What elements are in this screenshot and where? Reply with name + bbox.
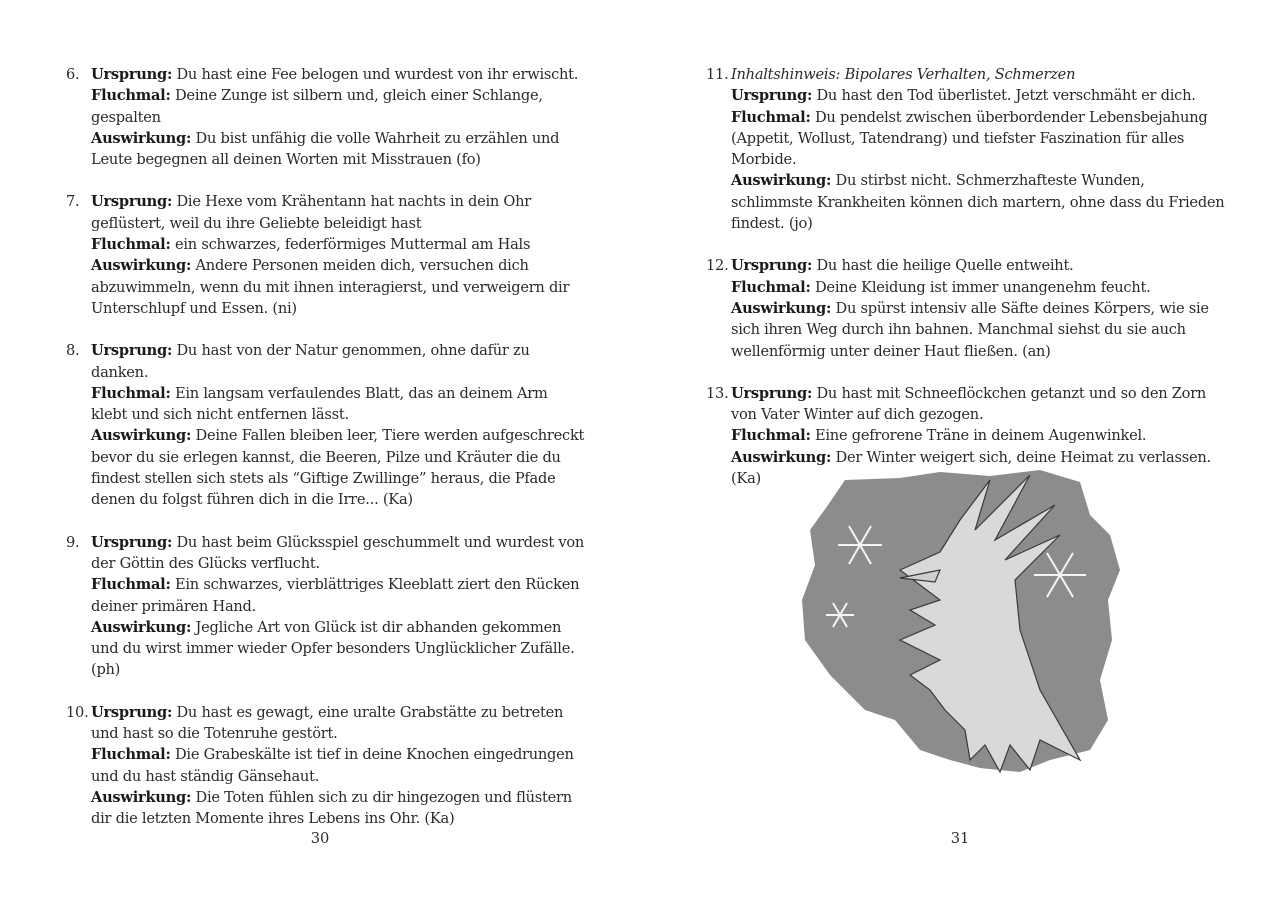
mark-label: Fluchmal: (731, 427, 811, 445)
mark-line (731, 107, 1226, 171)
mark-label: Fluchmal: (91, 746, 171, 764)
entry-number: 6. (66, 66, 80, 83)
mark-line (91, 383, 586, 426)
curse-entry-10 (66, 702, 586, 830)
curse-entry-12 (706, 255, 1226, 361)
effect-label: Auswirkung: (91, 618, 192, 636)
mark-text: Eine gefrorene Träne in deinem Augenwinkel. (814, 427, 1147, 445)
effect-line (91, 255, 586, 319)
entry-number: 12. (706, 257, 729, 275)
origin-label: Ursprung: (91, 703, 173, 721)
effect-label: Auswirkung: (731, 448, 832, 466)
entry-number: 8. (66, 342, 80, 360)
effect-label: Auswirkung: (731, 172, 832, 190)
origin-text: Du hast mit Schneeflöckchen getanzt und so den Zorn von Vater Winter auf dich gezogen. (731, 384, 1207, 424)
entry-number: 9. (66, 533, 80, 551)
mark-label: Fluchmal: (731, 278, 811, 296)
origin-line (731, 383, 1226, 426)
origin-label: Ursprung: (731, 384, 813, 402)
mark-label: Fluchmal: (91, 576, 171, 594)
mark-text: Deine Kleidung ist immer unangenehm feucht. (814, 278, 1151, 296)
curse-entry-6 (66, 64, 586, 170)
effect-text: Jegliche Art von Glück ist dir abhanden gekommen und du wirst immer wieder Opfer besonders Unglücklicher Zufälle. (ph) (91, 618, 575, 679)
effect-text: Du stirbst nicht. Schmerzhafteste Wunden, schlimmste Krankheiten können dich martern, ohne dass du Frieden findest. (jo) (731, 172, 1225, 233)
origin-text: Du hast beim Glücksspiel geschummelt und wurdest von der Göttin des Glücks verflucht. (91, 533, 585, 572)
effect-text: Die Toten fühlen sich zu dir hingezogen und flüstern dir die letzten Momente ihres Lebens ins Ohr. (Ka) (91, 788, 572, 828)
mark-label: Fluchmal: (91, 384, 171, 402)
page-number: 30 (310, 830, 330, 847)
effect-line (731, 170, 1226, 234)
origin-text: Du hast von der Natur genommen, ohne dafür zu danken. (91, 342, 530, 381)
effect-text: Du bist unfähig die volle Wahrheit zu erzählen und Leute begegnen all deinen Worten mit Misstrauen (fo) (91, 129, 560, 169)
origin-text: Du hast den Tod überlistet. Jetzt verschmäht er dich. (816, 87, 1196, 105)
effect-line (91, 617, 586, 681)
origin-label: Ursprung: (91, 66, 173, 83)
curse-entry-7 (66, 191, 586, 319)
right-page (640, 0, 1280, 905)
effect-line (91, 425, 586, 510)
origin-label: Ursprung: (731, 87, 813, 105)
origin-line (731, 255, 1226, 276)
mark-label: Fluchmal: (731, 108, 811, 126)
effect-label: Auswirkung: (91, 257, 192, 275)
curse-list-right (706, 64, 1226, 510)
mark-text: ein schwarzes, federförmiges Muttermal am Hals (174, 236, 531, 254)
origin-label: Ursprung: (91, 193, 173, 211)
curse-entry-11 (706, 64, 1226, 234)
origin-line (91, 191, 586, 234)
origin-line (91, 340, 586, 383)
mark-text: Ein schwarzes, vierblättriges Kleeblatt ziert den Rücken deiner primären Hand. (91, 576, 580, 615)
origin-text: Du hast die heilige Quelle entweiht. (816, 257, 1074, 275)
origin-text: Die Hexe vom Krähentann hat nachts in dein Ohr geflüstert, weil du ihre Geliebte beleidigt hast (91, 193, 532, 232)
origin-label: Ursprung: (731, 257, 813, 275)
mark-text: Du pendelst zwischen überbordender Lebensbejahung (Appetit, Wollust, Tatendrang) und tiefster Faszination für alles Morbide. (731, 108, 1208, 169)
mark-line (91, 85, 586, 128)
effect-line (91, 787, 586, 830)
effect-label: Auswirkung: (91, 427, 192, 445)
origin-line (91, 532, 586, 575)
entry-number: 13. (706, 384, 729, 402)
mark-line (91, 234, 586, 255)
page-number: 31 (950, 830, 970, 847)
effect-label: Auswirkung: (91, 129, 192, 147)
curse-entry-9 (66, 532, 586, 681)
curse-entry-8 (66, 340, 586, 510)
entry-number: 7. (66, 193, 80, 211)
origin-label: Ursprung: (91, 342, 173, 360)
illustration-ice-spirit (790, 460, 1130, 780)
origin-label: Ursprung: (91, 533, 173, 551)
origin-line (91, 702, 586, 745)
mark-text: Ein langsam verfaulendes Blatt, das an deinem Arm klebt und sich nicht entfernen lässt. (91, 384, 548, 424)
mark-line (731, 425, 1226, 446)
effect-line (91, 128, 586, 171)
entry-number: 10. (66, 703, 89, 721)
content-warning: Inhaltshinweis: Bipolares Verhalten, Schmerzen (731, 66, 1076, 83)
effect-text: Der Winter weigert sich, deine Heimat zu verlassen. (Ka) (731, 448, 1211, 488)
effect-text: Deine Fallen bleiben leer, Tiere werden aufgeschreckt bevor du sie erlegen kannst, die Beeren, Pilze und Kräuter die du findest stellen sich stets als “Giftige Zwillinge” heraus, die Pfade denen du folgst führen dich in die Irre... (Ka) (91, 427, 585, 509)
mark-line (91, 744, 586, 787)
mark-label: Fluchmal: (91, 87, 171, 105)
mark-text: Deine Zunge ist silbern und, gleich einer Schlange, gespalten (91, 87, 543, 126)
origin-line (731, 85, 1226, 106)
origin-text: Du hast es gewagt, eine uralte Grabstätte zu betreten und hast so die Totenruhe gestört. (91, 703, 564, 743)
effect-line (731, 298, 1226, 362)
origin-line (91, 64, 586, 85)
effect-text: Du spürst intensiv alle Säfte deines Körpers, wie sie sich ihren Weg durch ihn bahnen. Manchmal siehst du sie auch wellenförmig unter deiner Haut fließen. (an) (731, 299, 1209, 360)
effect-label: Auswirkung: (91, 788, 192, 806)
effect-text: Andere Personen meiden dich, versuchen dich abzuwimmeln, wenn du mit ihnen interagierst, und verweigern dir Unterschlupf und Essen. (ni) (91, 257, 570, 317)
mark-line (731, 277, 1226, 298)
mark-text: Die Grabeskälte ist tief in deine Knochen eingedrungen und du hast ständig Gänsehaut. (91, 746, 574, 785)
entry-number: 11. (706, 66, 729, 83)
curse-list-left (66, 64, 586, 851)
origin-text: Du hast eine Fee belogen und wurdest von ihr erwischt. (176, 66, 579, 83)
mark-label: Fluchmal: (91, 236, 171, 254)
mark-line (91, 574, 586, 617)
effect-label: Auswirkung: (731, 299, 832, 317)
